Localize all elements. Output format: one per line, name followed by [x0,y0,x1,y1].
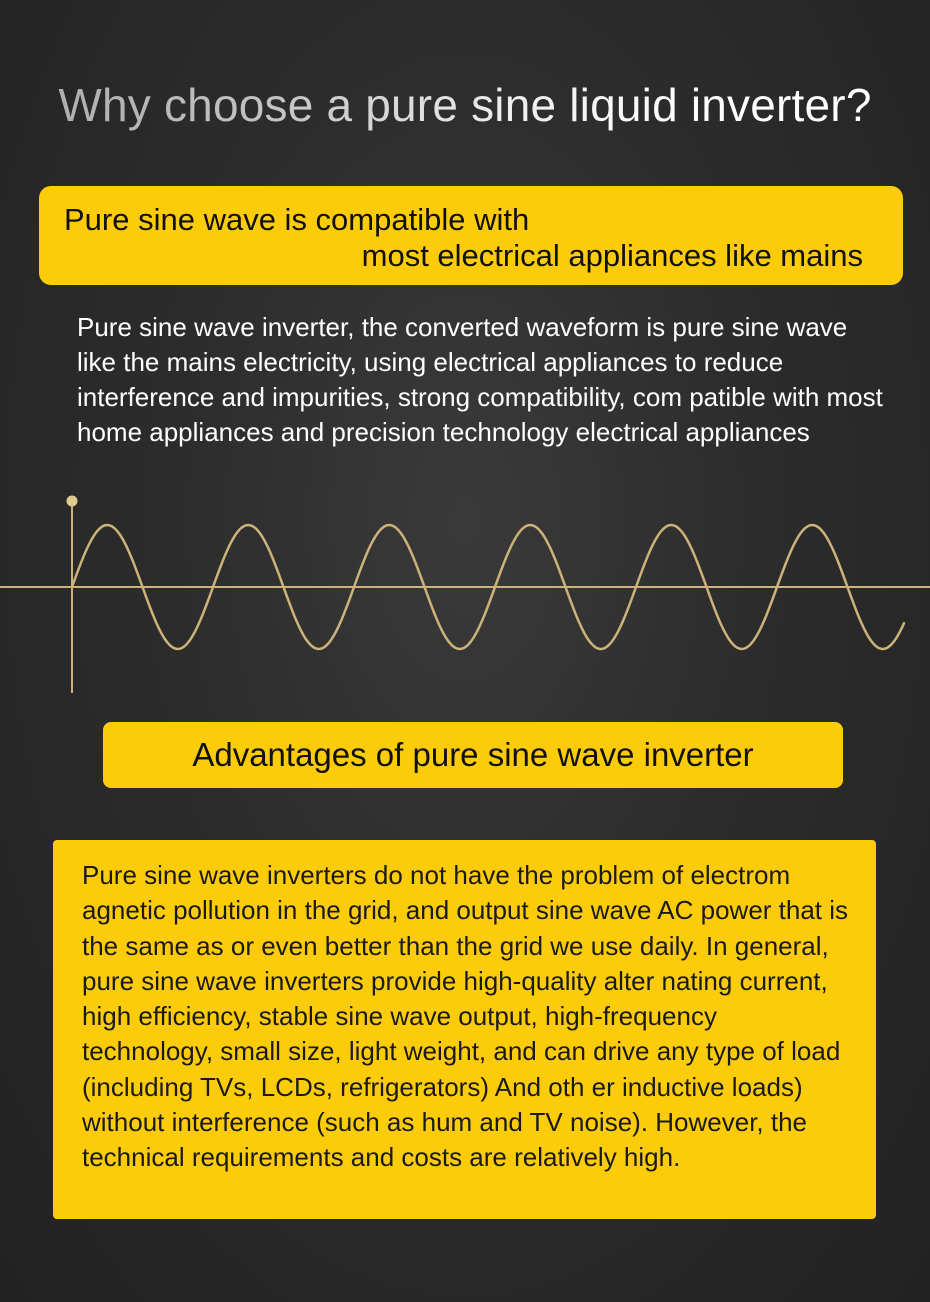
compatibility-banner-line1: Pure sine wave is compatible with [64,202,530,237]
advantages-paragraph: Pure sine wave inverters do not have the problem of electrom agnetic pollution in the grid, and output sine wave AC power that is the same as or even better than the grid we use daily. In general, pure sine wave inverters provide high-quality alter nating current, high efficiency, stable sine wave output, high-frequency technology, small size, light weight, and can drive any type of load (including TVs, LCDs, refrigerators) And oth er inductive loads) without interference (such as hum and TV noise). However, the technical requirements and costs are relatively high. [82,860,849,1173]
page-title: Why choose a pure sine liquid inverter? [0,78,930,132]
advantages-box [53,840,876,1219]
compatibility-banner [39,186,903,285]
compatibility-banner-line2: most electrical appliances like mains [361,238,863,273]
advantages-heading: Advantages of pure sine wave inverter [192,736,754,773]
advantages-heading-banner [103,722,843,788]
wave-axis-dot [67,496,78,507]
intro-paragraph: Pure sine wave inverter, the converted waveform is pure sine wave like the mains electricity, using electrical appliances to reduce interference and impurities, strong compatibility, com patible with most home appliances and precision technology electrical appliances [77,312,883,447]
sine-wave-icon [0,490,930,700]
